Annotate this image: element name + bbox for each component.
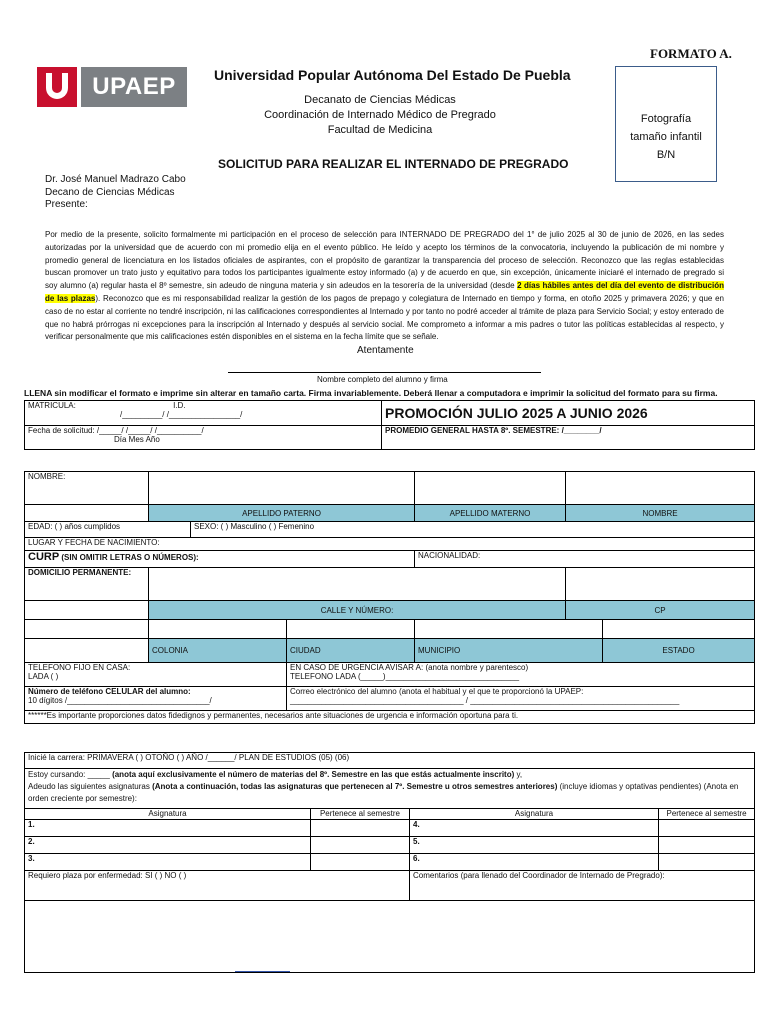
apellido-paterno-field[interactable] xyxy=(149,472,415,505)
upaep-logo xyxy=(37,67,187,107)
adeudo-note: (Anota a continuación, todas las asignaturas que pertenecen al 7º. Semestre u otros semestres anteriores) xyxy=(152,782,558,791)
logo-text: UPAEP xyxy=(81,67,187,107)
estado-header: ESTADO xyxy=(603,639,755,663)
correo-blank: _______________________________________ / _______________________________________________ xyxy=(290,696,680,705)
estado-field[interactable] xyxy=(603,620,755,639)
paragraph-highlight: 2 días hábiles antes del día del evento de distribución de las plazas xyxy=(45,281,724,303)
semestre-row-3[interactable] xyxy=(311,854,410,871)
nombre-field[interactable] xyxy=(566,472,755,505)
header-line-3: Facultad de Medicina xyxy=(327,124,433,136)
adeudo-text: Adeudo las siguientes asignaturas xyxy=(28,782,153,791)
ciudad-field[interactable] xyxy=(287,620,415,639)
personal-data-table xyxy=(24,471,755,724)
colonia-field[interactable] xyxy=(149,620,287,639)
cursando-text: Estoy cursando: _____ xyxy=(28,770,113,779)
comentarios-label: Comentarios (para llenado del Coordinador de Internado de Pregrado): xyxy=(410,871,755,901)
edad-field[interactable]: EDAD: ( ) años cumplidos xyxy=(25,522,191,538)
signature-label: Nombre completo del alumno y firma xyxy=(317,375,448,384)
cp-header: CP xyxy=(566,601,755,620)
enrollment-table xyxy=(24,400,755,450)
asignatura-row-2[interactable]: 2. xyxy=(25,837,311,854)
asignatura-row-6[interactable]: 6. xyxy=(410,854,659,871)
semestre-header-right: Pertenece al semestre xyxy=(659,809,755,820)
signature-line xyxy=(228,372,541,373)
nombre-header: NOMBRE xyxy=(566,505,755,522)
asignatura-row-3[interactable]: 3. xyxy=(25,854,311,871)
enfermedad-field[interactable]: Requiero plaza por enfermedad: SI ( ) NO ( ) xyxy=(25,871,410,901)
promedio-cell[interactable]: PROMEDIO GENERAL HASTA 8º. SEMESTRE: /________/ xyxy=(382,426,755,450)
recipient-greeting: Presente: xyxy=(45,199,88,210)
photo-box xyxy=(615,66,717,182)
instruction-text: LLENA sin modificar el formato e imprime sin alterar en tamaño carta. Firma invariablemente. Deberá llenar a computadora e imprimir la solicitud del formato para su firma. xyxy=(24,388,718,398)
underline-mark xyxy=(235,971,290,972)
recipient-role: Decano de Ciencias Médicas xyxy=(45,186,175,198)
header-line-2: Coordinación de Internado Médico de Pregrado xyxy=(264,109,496,121)
celular-field[interactable] xyxy=(25,687,287,711)
asignatura-row-1[interactable]: 1. xyxy=(25,820,311,837)
matricula-cell[interactable] xyxy=(25,401,382,426)
urgencia-label: EN CASO DE URGENCIA AVISAR A: (anota nombre y parentesco) xyxy=(290,663,529,672)
apellido-materno-header: APELLIDO MATERNO xyxy=(415,505,566,522)
calle-field[interactable] xyxy=(149,568,566,601)
asignatura-header-left: Asignatura xyxy=(25,809,311,820)
cursando-end: y, xyxy=(514,770,523,779)
id-label: I.D. xyxy=(173,401,186,410)
id-blank: /_________/ /________________/ xyxy=(120,410,243,419)
fecha-label: Fecha de solicitud: /_____/ /_____/ /__________/ xyxy=(28,426,204,435)
semestre-row-6[interactable] xyxy=(659,854,755,871)
semestre-row-4[interactable] xyxy=(659,820,755,837)
academic-table xyxy=(24,752,755,973)
semestre-header-left: Pertenece al semestre xyxy=(311,809,410,820)
semestre-row-1[interactable] xyxy=(311,820,410,837)
fecha-sub: Día Mes Año xyxy=(114,435,160,444)
domicilio-label: DOMICILIO PERMANENTE: xyxy=(25,568,149,601)
urgencia-telefono: TELEFONO LADA (_____)______________________________ xyxy=(290,672,520,681)
telefono-fijo-field[interactable] xyxy=(25,663,287,687)
matricula-label: MATRICULA: xyxy=(28,401,76,410)
promotion-title: PROMOCIÓN JULIO 2025 A JUNIO 2026 xyxy=(382,401,755,426)
municipio-field[interactable] xyxy=(415,620,603,639)
inicio-carrera-field[interactable]: Inicié la carrera: PRIMAVERA ( ) OTOÑO ( ) AÑO /______/ PLAN DE ESTUDIOS (05) (06) xyxy=(25,753,755,769)
recipient-name: Dr. José Manuel Madrazo Cabo xyxy=(45,174,186,185)
cursando-note: (anota aquí exclusivamente el número de materias del 8º. Semestre en las que estás actualmente inscrito) xyxy=(112,770,515,779)
fecha-cell[interactable] xyxy=(25,426,382,450)
asignatura-row-4[interactable]: 4. xyxy=(410,820,659,837)
curp-label: CURP xyxy=(28,551,60,563)
semestre-row-2[interactable] xyxy=(311,837,410,854)
closing: Atentamente xyxy=(357,345,414,356)
calle-header: CALLE Y NÚMERO: xyxy=(149,601,566,620)
ciudad-header: CIUDAD xyxy=(287,639,415,663)
recipient-block xyxy=(45,174,186,212)
paragraph-text-1: Por medio de la presente, solicito formalmente mi participación en el proceso de selección para INTERNADO DE PREGRADO del 1° de julio 2025 al 30 de junio de 2026, en las sedes autorizadas por la universidad que de acuerdo con mi promedio elija en el evento público. He leído y acepto los términos de la convocatoria, incluyendo la publicación de mi nombre y promedio general de licenciatura en los listados oficiales de aspirantes, con el propósito de garantizar la transparencia del proceso de selección. Reconozco que las reglas establecidas buscan promover un trato justo y equitativo para todos los participantes igualmente estoy informado (a) y de acuerdo en que, sin excepción, únicamente iniciaré el internado de pregrado si soy alumno (a) regular hasta el 8º semestre, sin adeudo de ninguna materia y sin adeudos en la tesorería de la universidad (desde xyxy=(45,230,724,291)
urgencia-field[interactable] xyxy=(287,663,755,687)
photo-label-1: Fotografía xyxy=(640,113,692,125)
document-title: SOLICITUD PARA REALIZAR EL INTERNADO DE PREGRADO xyxy=(218,157,569,171)
header-line-1: Decanato de Ciencias Médicas xyxy=(304,94,456,106)
lada-label: LADA ( ) xyxy=(28,672,59,681)
cp-field[interactable] xyxy=(566,568,755,601)
format-label: FORMATO A. xyxy=(650,46,732,61)
sexo-field[interactable]: SEXO: ( ) Masculino ( ) Femenino xyxy=(191,522,755,538)
comentarios-area[interactable] xyxy=(25,901,755,973)
nota-importante: ******Es importante proporciones datos fidedignos y permanentes, necesarios ante situaciones de urgencia e información oportuna para ti. xyxy=(25,711,755,724)
telefono-fijo-label: TELEFONO FIJO EN CASA: xyxy=(28,663,131,672)
curp-field[interactable] xyxy=(25,551,415,568)
paragraph-text-2: ). Reconozco que es mi responsabilidad realizar la gestión de los pagos de prepago y colegiatura de Internado en tiempo y forma, en otoño 2025 y primavera 2026; y que en caso de no estar al corriente no tendré inscripción, ni las calificaciones correspondientes al Internado y por tanto no podré acceder al trámite de plaza para Servicio Social; y estoy enterado de que no habrá prórrogas ni excepciones para la inscripción al Internado y después al servicio social. Me comprometo a informar a mis padres o tutor las políticas establecidas al respecto, y verificar personalmente que mis calificaciones estén disponibles en el sistema en la fecha límite que se señale. xyxy=(45,293,724,342)
request-paragraph xyxy=(45,229,724,344)
colonia-header: COLONIA xyxy=(149,639,287,663)
apellido-materno-field[interactable] xyxy=(415,472,566,505)
municipio-header: MUNICIPIO xyxy=(415,639,603,663)
curp-note: (SIN OMITIR LETRAS O NÚMEROS): xyxy=(59,553,199,562)
nombre-label: NOMBRE: xyxy=(25,472,149,505)
correo-field[interactable] xyxy=(287,687,755,711)
correo-label: Correo electrónico del alumno (anota el habitual y el que te proporcionó la UPAEP: xyxy=(290,687,584,696)
asignatura-row-5[interactable]: 5. xyxy=(410,837,659,854)
photo-label-2: tamaño infantil xyxy=(630,131,702,143)
adeudo-end: (incluye idiomas y optativas pendientes) (Anota en orden creciente por semestre): xyxy=(28,782,739,803)
digitos-blank: 10 dígitos /________________________________/ xyxy=(28,696,212,705)
nacionalidad-field[interactable]: NACIONALIDAD: xyxy=(415,551,755,568)
cursando-field[interactable] xyxy=(25,769,755,809)
asignatura-header-right: Asignatura xyxy=(410,809,659,820)
apellido-paterno-header: APELLIDO PATERNO xyxy=(149,505,415,522)
celular-label: Número de teléfono CELULAR del alumno: xyxy=(28,687,191,696)
lugar-nacimiento-field[interactable]: LUGAR Y FECHA DE NACIMIENTO: xyxy=(25,538,755,551)
semestre-row-5[interactable] xyxy=(659,837,755,854)
photo-label-3: B/N xyxy=(656,149,676,161)
university-name: Universidad Popular Autónoma Del Estado De Puebla xyxy=(214,67,571,83)
logo-u-mark xyxy=(37,67,77,107)
